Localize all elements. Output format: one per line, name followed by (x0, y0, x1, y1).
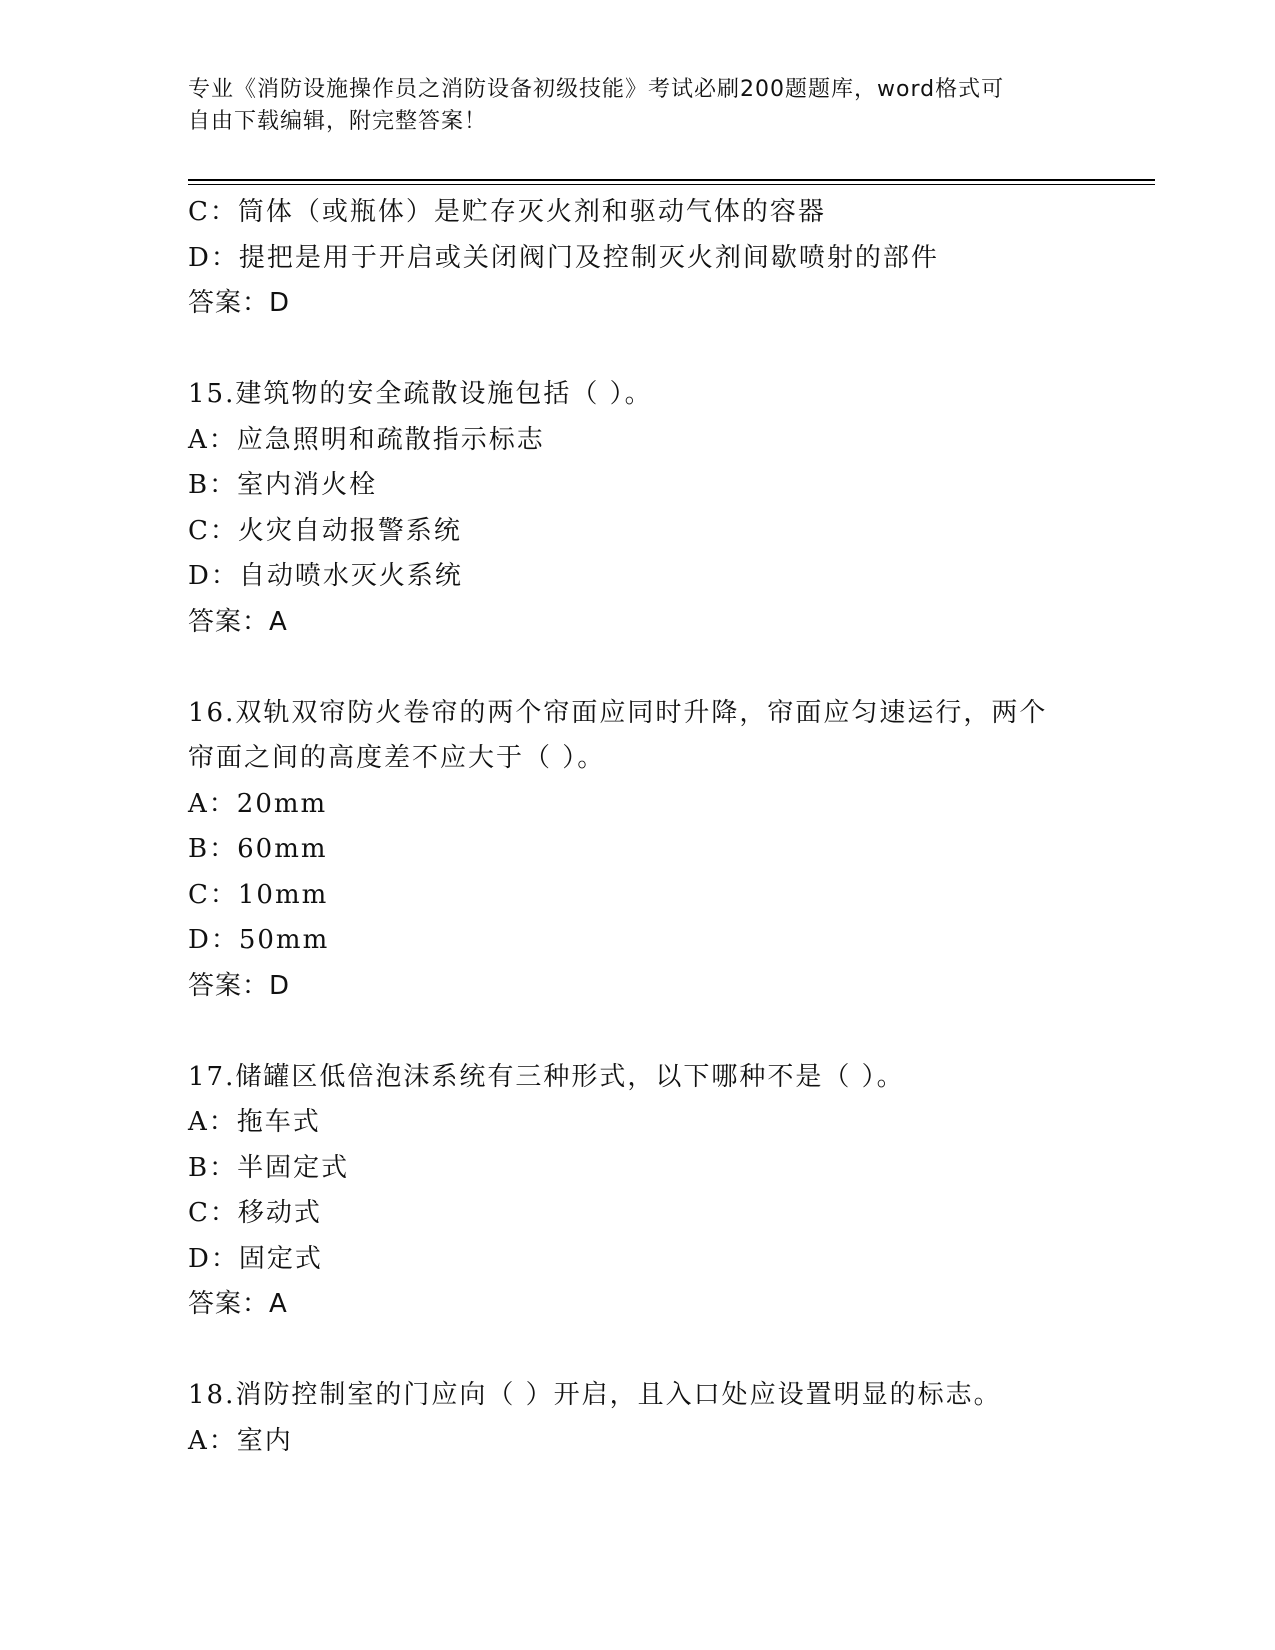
answer-line: 答案：A (188, 606, 288, 637)
option-c: C：10mm (188, 879, 329, 910)
question-stem: 18.消防控制室的门应向（ ）开启，且入口处应设置明显的标志。 (188, 1380, 1002, 1410)
answer-line: 答案：D (188, 970, 291, 1001)
question-spacer (188, 1009, 1088, 1055)
option-d: D：提把是用于开启或关闭阀门及控制灭火剂间歇喷射的部件 (188, 242, 939, 273)
document-header (188, 74, 1068, 138)
header-divider-thick (188, 179, 1155, 181)
option-c: C：移动式 (188, 1198, 322, 1228)
option-d: D：自动喷水灭火系统 (188, 561, 463, 591)
option-c: C：火灾自动报警系统 (188, 515, 462, 546)
header-line-2: 自由下载编辑，附完整答案！ (188, 109, 488, 134)
question-stem-continued: 帘面之间的高度差不应大于（ ）。 (188, 743, 606, 773)
question-stem: 17.储罐区低倍泡沫系统有三种形式，以下哪种不是（ ）。 (188, 1061, 905, 1092)
question-spacer (188, 1328, 1088, 1374)
question-stem: 16.双轨双帘防火卷帘的两个帘面应同时升降，帘面应匀速运行，两个 (188, 697, 1048, 728)
question-14-continued (188, 190, 1088, 327)
question-list (188, 190, 1088, 1464)
option-a: A：拖车式 (188, 1107, 321, 1137)
question-18 (188, 1373, 1088, 1464)
question-17 (188, 1055, 1088, 1328)
option-b: B：60mm (188, 834, 328, 864)
question-15 (188, 372, 1088, 645)
answer-line: 答案：A (188, 1289, 288, 1319)
header-divider-thin (188, 184, 1155, 185)
question-16 (188, 691, 1088, 1010)
header-line-1: 专业《消防设施操作员之消防设备初级技能》考试必刷200题题库，word格式可 (188, 77, 1005, 102)
question-stem: 15.建筑物的安全疏散设施包括（ ）。 (188, 379, 653, 409)
question-spacer (188, 645, 1088, 691)
option-d: D：50mm (188, 925, 330, 955)
option-a: A：室内 (188, 1425, 293, 1456)
answer-line: 答案：D (188, 288, 291, 318)
question-spacer (188, 327, 1088, 373)
option-a: A：20mm (188, 788, 328, 819)
option-c: C：筒体（或瓶体）是贮存灭火剂和驱动气体的容器 (188, 197, 826, 227)
option-a: A：应急照明和疏散指示标志 (188, 424, 545, 455)
option-d: D：固定式 (188, 1243, 323, 1274)
option-b: B：室内消火栓 (188, 470, 378, 500)
option-b: B：半固定式 (188, 1152, 350, 1183)
